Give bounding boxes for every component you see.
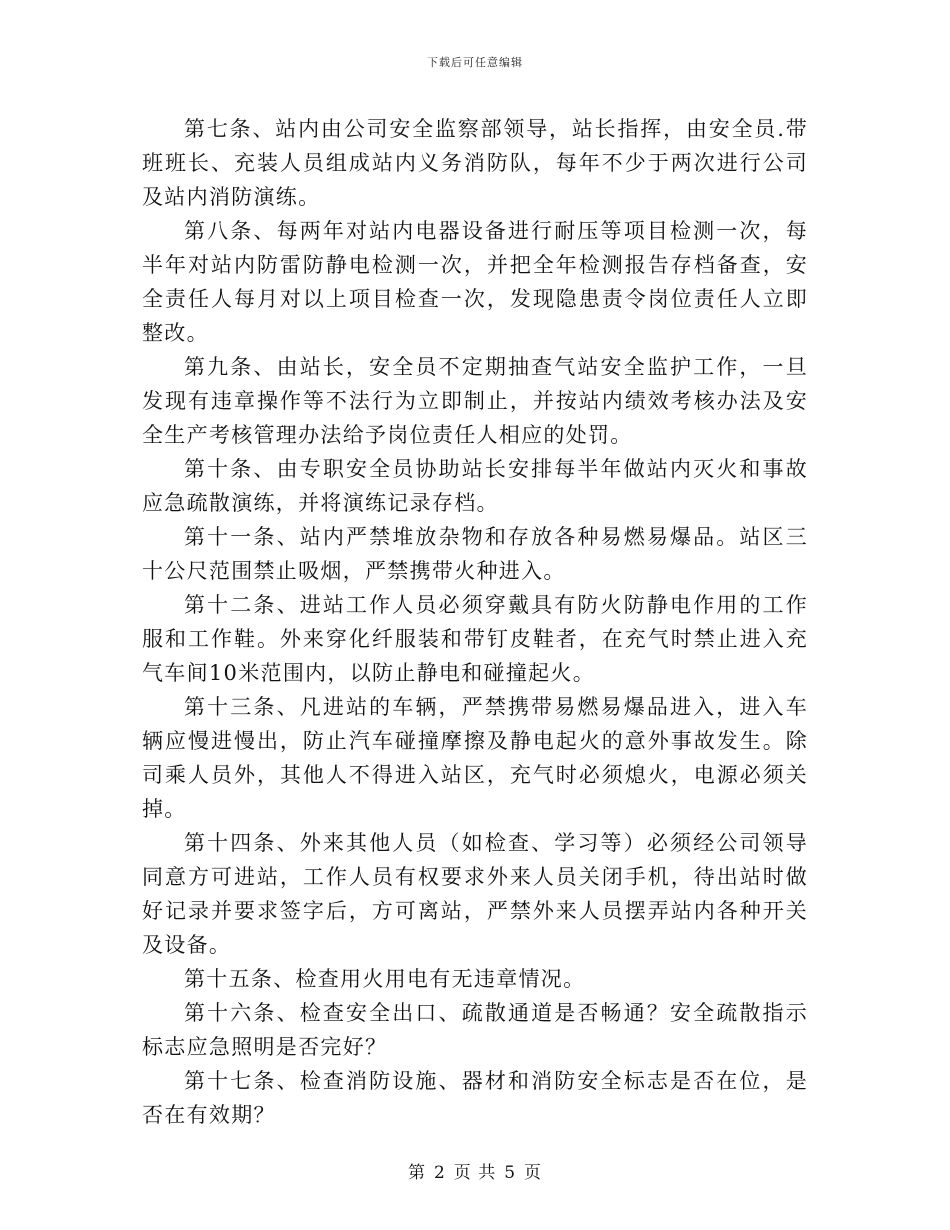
article-12: 第十二条、进站工作人员必须穿戴具有防火防静电作用的工作服和工作鞋。外来穿化纤服装和带钉皮鞋者，在充气时禁止进入充气车间10米范围内，以防止静电和碰撞起火。 [142,593,808,685]
article-13: 第十三条、凡进站的车辆，严禁携带易燃易爆品进入，进入车辆应慢进慢出，防止汽车碰撞摩擦及静电起火的意外事故发生。除司乘人员外，其他人不得进入站区，充气时必须熄火，电源必须关掉。 [142,695,808,821]
page-header: 下载后可任意编辑 [427,56,523,69]
article-7: 第七条、站内由公司安全监察部领导，站长指挥，由安全员.带班班长、充装人员组成站内义务消防队，每年不少于两次进行公司及站内消防演练。 [142,117,808,209]
page-mid: 页 共 [453,1163,497,1183]
page-prefix: 第 [407,1163,426,1183]
page-footer [0,1158,950,1183]
article-15: 第十五条、检查用火用电有无违章情况。 [184,967,586,991]
current-page-number: 2 [433,1163,446,1183]
document-body [142,112,808,1132]
article-10: 第十条、由专职安全员协助站长安排每半年做站内灭火和事故应急疏散演练，并将演练记录存档。 [142,457,808,515]
total-pages-number: 5 [504,1163,517,1183]
article-14: 第十四条、外来其他人员（如检查、学习等）必须经公司领导同意方可进站，工作人员有权要求外来人员关闭手机，待出站时做好记录并要求签字后，方可离站，严禁外来人员摆弄站内各种开关及设备。 [142,831,808,957]
article-16: 第十六条、检查安全出口、疏散通道是否畅通？安全疏散指示标志应急照明是否完好？ [142,1001,808,1059]
article-11: 第十一条、站内严禁堆放杂物和存放各种易燃易爆品。站区三十公尺范围禁止吸烟，严禁携带火种进入。 [142,525,808,583]
article-8: 第八条、每两年对站内电器设备进行耐压等项目检测一次，每半年对站内防雷防静电检测一次，并把全年检测报告存档备查，安全责任人每月对以上项目检查一次，发现隐患责令岗位责任人立即整改。 [142,219,808,345]
article-9: 第九条、由站长，安全员不定期抽查气站安全监护工作，一旦发现有违章操作等不法行为立即制止，并按站内绩效考核办法及安全生产考核管理办法给予岗位责任人相应的处罚。 [142,355,808,447]
article-17: 第十七条、检查消防设施、器材和消防安全标志是否在位，是否在有效期？ [142,1069,808,1127]
page-suffix: 页 [524,1163,543,1183]
